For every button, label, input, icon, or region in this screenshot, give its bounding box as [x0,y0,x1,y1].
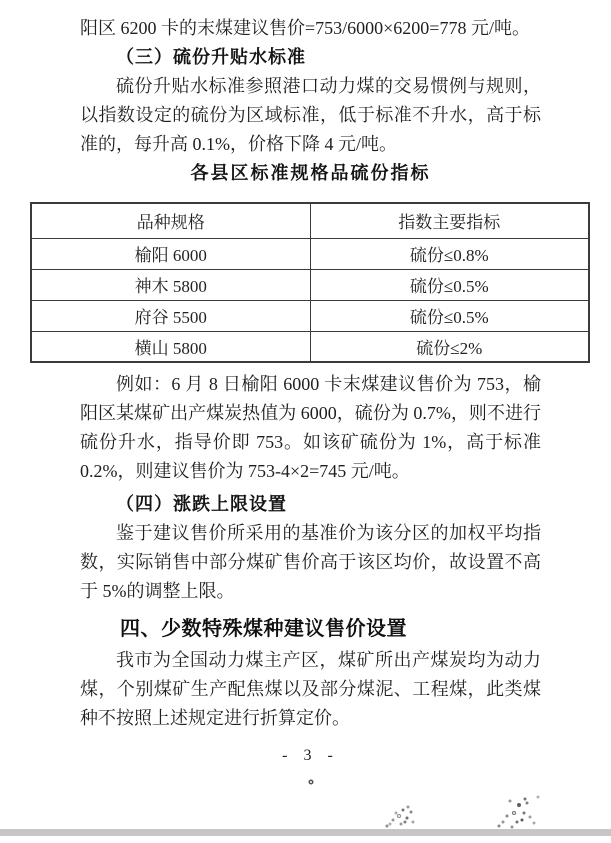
table-header-row [31,203,589,238]
table-header-variety: 品种规格 [31,203,310,238]
table-cell-variety: 神木 5800 [31,269,310,300]
table-cell-sulfur: 硫份≤0.5% [310,300,589,331]
heading-section-4: （四）涨跌上限设置 [116,494,287,514]
table-cell-sulfur: 硫份≤2% [310,331,589,362]
table-cell-variety: 横山 5800 [31,331,310,362]
table-header-index: 指数主要指标 [310,203,589,238]
table-cell-sulfur: 硫份≤0.8% [310,238,589,269]
paragraph-section-4-body: 鉴于建议售价所采用的基准价为该分区的加权平均指数，实际销售中部分煤矿售价高于该区均价，故设置不高于 5%的调整上限。 [80,523,541,601]
paragraph-example: 例如：6 月 8 日榆阳 6000 卡末煤建议售价为 753，榆阳区某煤矿出产煤炭热值为 6000，硫份为 0.7%，则不进行硫份升水，指导价即 753。如该矿硫份为 1%，高于标准 0.2%，则建议售价为 753-4×2=745 元/吨。 [80,374,541,481]
table-cell-variety: 榆阳 6000 [31,238,310,269]
table-title: 各县区标准规格品硫份指标 [190,163,431,183]
paragraph-continuation: 阳区 6200 卡的末煤建议售价=753/6000×6200=778 元/吨。 [80,18,530,38]
scanner-edge-bar [0,829,611,836]
paragraph-section-3-body: 硫份升贴水标准参照港口动力煤的交易惯例与规则，以指数设定的硫份为区域标准，低于标准不升水，高于标准的，每升高 0.1%，价格下降 4 元/吨。 [80,76,541,154]
heading-section-3: （三）硫份升贴水标准 [116,47,306,67]
paragraph-chapter-4-body: 我市为全国动力煤主产区，煤矿所出产煤炭均为动力煤，个别煤矿生产配焦煤以及部分煤泥、工程煤，此类煤种不按照上述规定进行折算定价。 [80,650,541,728]
table-row [31,331,589,362]
scan-artifact-smudge [398,815,400,817]
sulfur-spec-table [30,202,590,363]
table-cell-variety: 府谷 5500 [31,300,310,331]
heading-chapter-4: 四、少数特殊煤种建议售价设置 [120,618,407,640]
scan-artifact-smudge [513,812,515,814]
table-row [31,300,589,331]
scan-artifact-dot [310,781,312,783]
table-cell-sulfur: 硫份≤0.5% [310,269,589,300]
page-number: - 3 - [282,747,339,764]
table-row [31,269,589,300]
table-row [31,238,589,269]
